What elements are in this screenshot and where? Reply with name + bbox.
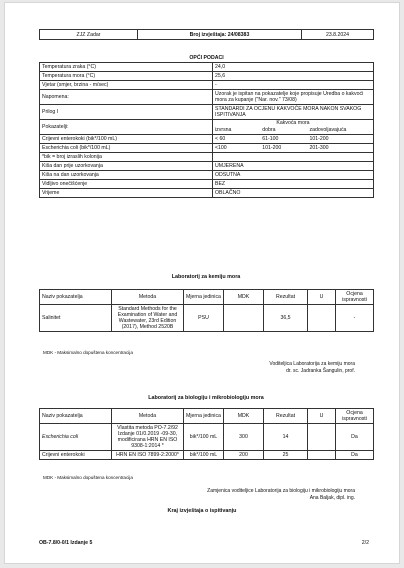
end-of-report: Kraj izvještaja o ispitivanju: [167, 508, 237, 514]
annex-label: Prilog I: [40, 105, 213, 120]
bio-ecoli-grade: Da: [336, 424, 374, 451]
chem-col-u: U: [308, 290, 336, 305]
chem-signatory-role: Voditeljica Laboratorija za kemiju mora: [269, 361, 355, 367]
bio-col-grade: Ocjena ispravnosti: [336, 409, 374, 424]
table-row: [40, 305, 374, 332]
chem-signatory-name: dr. sc. Jadranka Šangulin, prof.: [286, 367, 355, 374]
chem-col-name: Naziv pokazatelja: [40, 290, 112, 305]
general-data-table: [39, 53, 374, 198]
annex-value: STANDARDI ZA OCJENU KAKVOĆE MORA NAKON SVAKOG ISPITIVANJA: [213, 105, 374, 120]
table-row: [40, 451, 374, 460]
page-number: 2/2: [361, 540, 369, 546]
rain-on-day-label: Kiša na dan uzorkovanja: [40, 171, 213, 180]
bio-enterococci-grade: Da: [336, 451, 374, 460]
general-data-title: OPĆI PODACI: [40, 54, 374, 63]
enterococci-excellent: < 60: [215, 136, 226, 142]
bio-enterococci-mdk: 200: [224, 451, 264, 460]
bik-footnote: *bik = broj izraslih kolonija: [40, 153, 213, 162]
bio-col-u: U: [308, 409, 336, 424]
bio-enterococci-unit: bik*/100 mL: [184, 451, 224, 460]
note-value: Uzorak je ispitan na pokazatelje koje propisuje Uredba o kakvoći mora za kupanje ("Nar. nov." 73/08): [213, 90, 374, 105]
bio-enterococci-name: Crijevni enterokoki: [40, 451, 112, 460]
bio-results-table: [39, 408, 374, 460]
bio-enterococci-u: [308, 451, 336, 460]
pollution-value: BEZ: [213, 180, 374, 189]
form-code: OB-7.8/0-0/1 Izdanje 5: [39, 540, 93, 546]
bio-col-mdk: MDK: [224, 409, 264, 424]
quality-col-satisfactory: zadovoljavajuća: [309, 127, 347, 133]
note-label: Napomena:: [40, 90, 213, 105]
ecoli-good: 101-200: [262, 145, 282, 151]
air-temp-label: Temperatura zraka (°C): [40, 63, 213, 72]
report-date: 23.8.2024: [302, 30, 374, 40]
chem-results-table: [39, 289, 374, 332]
pollution-label: Vidljivo onečišćenje: [40, 180, 213, 189]
bio-enterococci-result: 25: [264, 451, 308, 460]
ecoli-satisfactory: 201-300: [309, 145, 329, 151]
quality-col-good: dobra: [262, 127, 276, 133]
bio-ecoli-method: Vlastita metoda PO-7.2/92 Izdanje 01/0.2019 -09-30, modificirana HRN EN ISO 9308-1:2014 *: [112, 424, 184, 451]
report-page: [4, 2, 400, 564]
bio-ecoli-unit: bik*/100 mL: [184, 424, 224, 451]
chem-param-unit: PSU: [184, 305, 224, 332]
bio-ecoli-name: Escherichia coli: [40, 424, 112, 451]
bio-lab-title: Laboratorij za biologiju i mikrobiologiju mora: [148, 395, 264, 401]
bio-ecoli-result: 14: [264, 424, 308, 451]
bio-col-result: Rezultat: [264, 409, 308, 424]
bio-enterococci-method: HRN EN ISO 7899-2:2000*: [112, 451, 184, 460]
bio-ecoli-mdk: 300: [224, 424, 264, 451]
report-header: [39, 29, 374, 40]
chem-lab-title: Laboratorij za kemiju mora: [171, 274, 241, 280]
chem-param-result: 36,5: [264, 305, 308, 332]
chem-param-method: Standard Methods for the Examination of Water and Wastewater, 23rd Edition (2017), Method 2520B: [112, 305, 184, 332]
rain-on-day-value: ODSUTNA: [213, 171, 374, 180]
chem-col-mdk: MDK: [224, 290, 264, 305]
chem-param-grade: -: [336, 305, 374, 332]
chem-param-name: Salinitet: [40, 305, 112, 332]
bio-col-name: Naziv pokazatelja: [40, 409, 112, 424]
wind-label: Vjetar (smjer, brzina - m/sec): [40, 81, 213, 90]
chem-signature: [269, 361, 355, 374]
enterococci-good: 61-100: [262, 136, 279, 142]
chem-param-mdk: [224, 305, 264, 332]
chem-mdk-note: MDK - Maksimalno dopuštena koncentracija: [43, 350, 133, 355]
bio-col-method: Metoda: [112, 409, 184, 424]
ecoli-label: Escherichia coli (bik*/100 mL): [40, 144, 213, 153]
air-temp-value: 24,0: [213, 63, 374, 72]
sea-temp-label: Temperatura mora (°C): [40, 72, 213, 81]
indicators-label: Pokazatelji:: [40, 120, 213, 135]
weather-value: OBLAČNO: [213, 189, 374, 198]
bio-signatory-name: Ana Baljak, dipl. ing.: [309, 494, 355, 501]
chem-col-unit: Mjerna jedinica: [184, 290, 224, 305]
chem-col-method: Metoda: [112, 290, 184, 305]
bio-mdk-note: MDK - Maksimalno dopuštena koncentracija: [43, 475, 133, 480]
bio-ecoli-u: [308, 424, 336, 451]
report-number: Broj izvještaja: 24/08383: [138, 30, 302, 40]
chem-col-grade: Ocjena ispravnosti: [336, 290, 374, 305]
table-row: [40, 424, 374, 451]
weather-label: Vrijeme: [40, 189, 213, 198]
chem-param-u: [308, 305, 336, 332]
chem-col-result: Rezultat: [264, 290, 308, 305]
rain-before-value: UMJERENA: [213, 162, 374, 171]
bio-col-unit: Mjerna jedinica: [184, 409, 224, 424]
enterococci-satisfactory: 101-200: [309, 136, 329, 142]
institution-name: ZJZ Zadar: [40, 30, 138, 40]
bio-signature: [207, 488, 355, 501]
sea-quality-heading: Kakvoća mora: [276, 120, 310, 126]
rain-before-label: Kiša dan prije uzorkovanja: [40, 162, 213, 171]
enterococci-label: Crijevni enterokoki (bik*/100 mL): [40, 135, 213, 144]
bio-signatory-role: Zamjenica voditeljice Laboratorija za biologiju i mikrobiologiju mora: [207, 488, 355, 494]
wind-value: -: [213, 81, 374, 90]
quality-col-excellent: izvrsna: [215, 127, 232, 133]
sea-temp-value: 25,6: [213, 72, 374, 81]
ecoli-excellent: <100: [215, 145, 227, 151]
